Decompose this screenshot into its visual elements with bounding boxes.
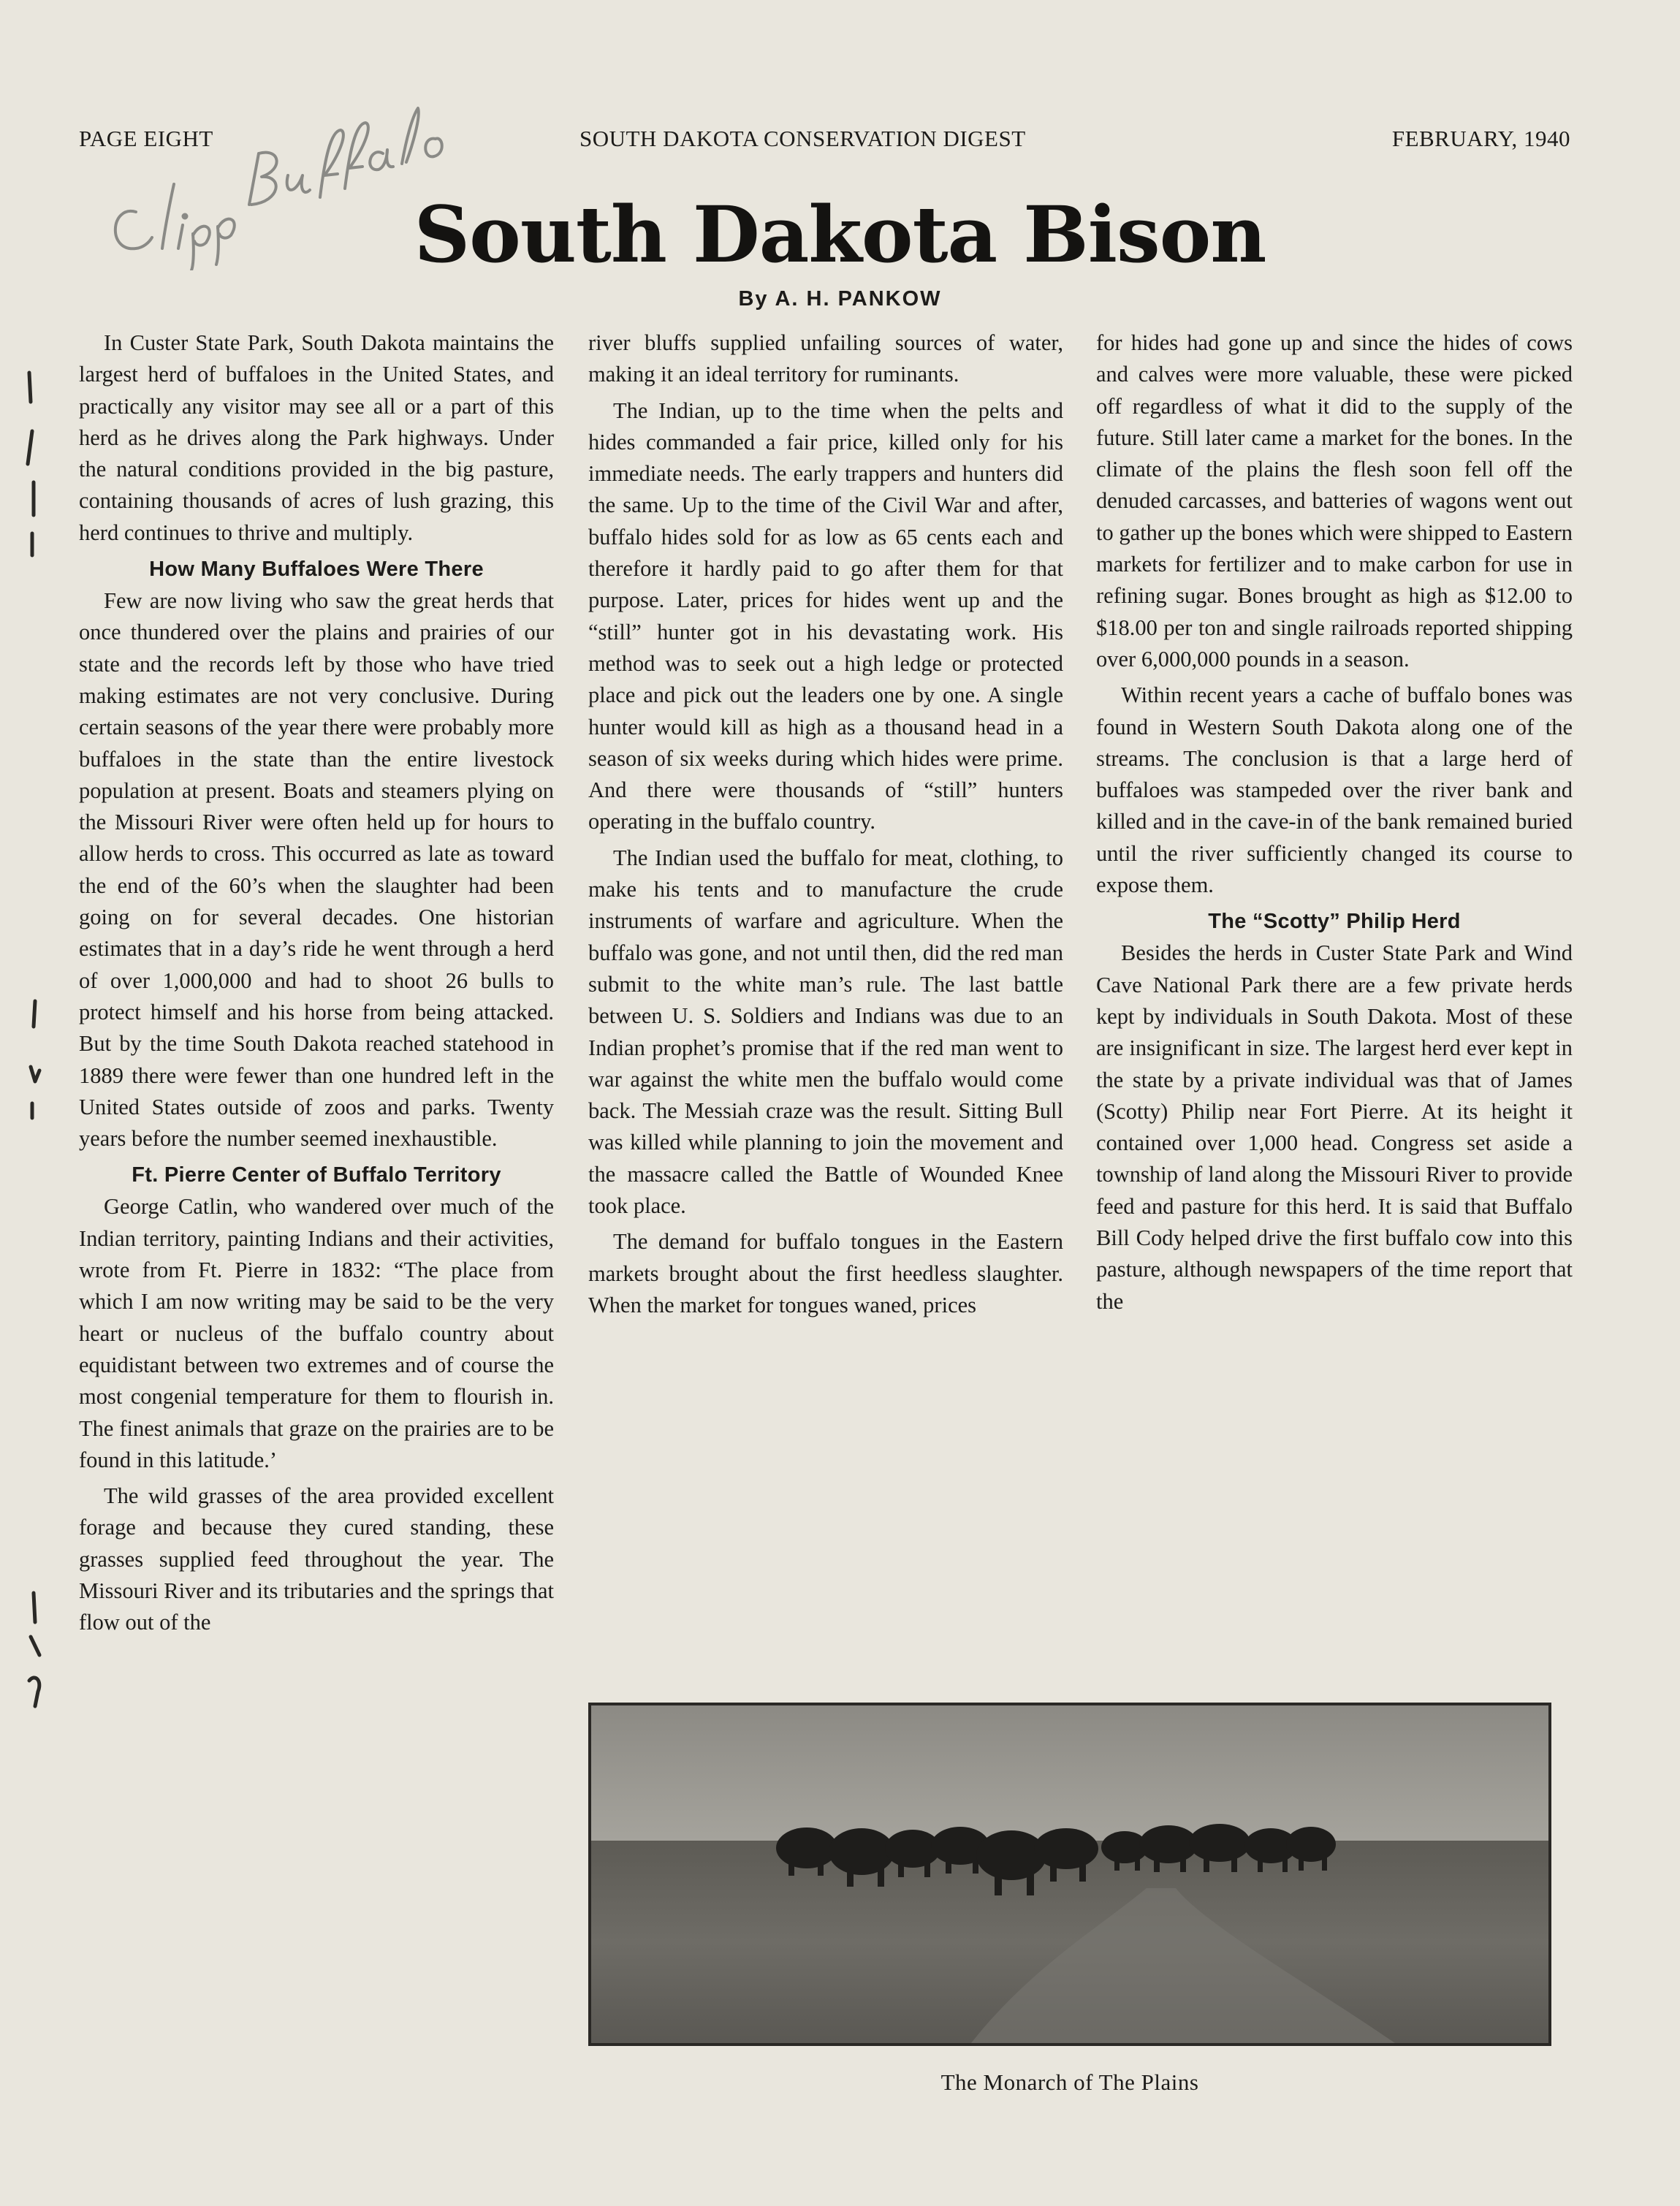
paragraph: for hides had gone up and since the hides of cows and calves were more valuable, these were picked off regardless of what it did to the supply of the future. Still later came a market for the bones. In the climate of the plains the flesh soon fell off the denuded carcasses, and batteries of wagons went out to gather up the bones which were shipped to Eastern markets for fertilizer and to make carbon for use in refining sugar. Bones brought as high as $12.00 to $18.00 per ton and single railroads reported shipping over 6,000,000 pounds in a season. xyxy=(1096,330,1573,672)
column-3 xyxy=(1096,327,1573,1322)
subheading: Ft. Pierre Center of Buffalo Territory xyxy=(132,1163,501,1187)
paragraph: The Indian used the buffalo for meat, clothing, to make his tents and to manufacture the crude instruments of warfare and agriculture. When the buffalo was gone, and not until then, did the red man submit to the white man’s rule. The last battle between U. S. Soldiers and Indians was due to an Indian prophet’s promise that if the red man went to war against the white men the buffalo would come back. The Messiah craze was the result. Sitting Bull was killed while planning to join the movement and the massacre called the Battle of Wounded Knee took place. xyxy=(588,845,1063,1219)
paragraph: The demand for buffalo tongues in the Eastern markets brought about the first heedless slaughter. When the market for tongues waned, prices xyxy=(588,1229,1063,1317)
article-title: South Dakota Bison xyxy=(414,189,1266,280)
paragraph: The Indian, up to the time when the pelts and hides commanded a fair price, killed only for his immediate needs. The early trappers and hunters did the same. Up to the time of the Civil War and after, buffalo hides sold for as low as 65 cents each and therefore it hardly paid to go after them for that purpose. Later, prices for hides went up and the “still” hunter got in his devastating work. His method was to seek out a high ledge or protected place and pick out the leaders one by one. A single hunter would kill as high as a thousand head in a season of six weeks during which hides were prime. And there were thousands of “still” hunters operating in the buffalo country. xyxy=(588,398,1063,834)
margin-pencil-marks xyxy=(13,365,64,1754)
column-2 xyxy=(588,327,1063,1325)
subheading: The “Scotty” Philip Herd xyxy=(1208,910,1461,934)
paragraph: Besides the herds in Custer State Park and Wind Cave National Park there are a few private herds kept by individuals in South Dakota. Most of these are insignificant in size. The largest herd ever kept in the state by a private individual was that of James (Scotty) Philip near Fort Pierre. At its height it contained over 1,000 head. Congress set aside a township of land along the Missouri River to provide feed and pasture for this herd. It is said that Buffalo Bill Cody helped drive the first buffalo cow into this pasture, although newspapers of the time report that the xyxy=(1096,940,1573,1314)
photo-image xyxy=(591,1705,1548,2043)
photo-caption: The Monarch of The Plains xyxy=(940,2069,1199,2095)
publication-name: SOUTH DAKOTA CONSERVATION DIGEST xyxy=(579,126,1026,151)
column-1 xyxy=(79,327,554,1643)
paragraph: Within recent years a cache of buffalo bones was found in Western South Dakota along one of the streams. The conclusion is that a large herd of buffaloes was stampeded over the river bank and killed and in the cave-in of the bank remained buried until the river sufficiently changed its course to expose them. xyxy=(1096,682,1573,898)
bison-herd-photo xyxy=(588,1703,1551,2046)
paragraph: river bluffs supplied unfailing sources of water, making it an ideal territory for ruminants. xyxy=(588,330,1063,387)
article-byline: By A. H. PANKOW xyxy=(738,287,942,311)
paragraph: In Custer State Park, South Dakota maintains the largest herd of buffaloes in the United States, and practically any visitor may see all or a part of this herd as he drives along the Park highways. Under the natural conditions provided in the big pasture, containing thousands of acres of lush grazing, this herd continues to thrive and multiply. xyxy=(79,330,554,545)
paragraph: The wild grasses of the area provided excellent forage and because they cured standing, these grasses supplied feed throughout the year. The Missouri River and its tributaries and the springs that flow out of the xyxy=(79,1483,554,1635)
page-label: PAGE EIGHT xyxy=(79,126,213,151)
issue-date: FEBRUARY, 1940 xyxy=(1391,126,1570,151)
subheading: How Many Buffaloes Were There xyxy=(149,558,484,582)
paragraph: George Catlin, who wandered over much of the Indian territory, painting Indians and their activities, wrote from Ft. Pierre in 1832: “The place from which I am now writing may be said to be the very heart or nucleus of the buffalo country about equidistant between two extremes and of course the most congenial temperature for them to flourish in. The finest animals that graze on the prairies are to be found in this latitude.’ xyxy=(79,1194,554,1472)
paragraph: Few are now living who saw the great herds that once thundered over the plains and prairies of our state and the records left by those who have tried making estimates are not very conclusive. During certain seasons of the year there were probably more buffaloes in the state than the entire livestock population at present. Boats and steamers plying on the Missouri River were often held up for hours to allow herds to cross. This occurred as late as toward the end of the 60’s when the slaughter had been going on for several decades. One historian estimates that in a day’s ride he went through a herd of over 1,000,000 and had to shoot 26 bulls to protect himself and his horse from being attacked. But by the time South Dakota reached statehood in 1889 there were fewer than one hundred left in the United States outside of zoos and parks. Twenty years before the number seemed inexhaustible. xyxy=(79,588,554,1152)
